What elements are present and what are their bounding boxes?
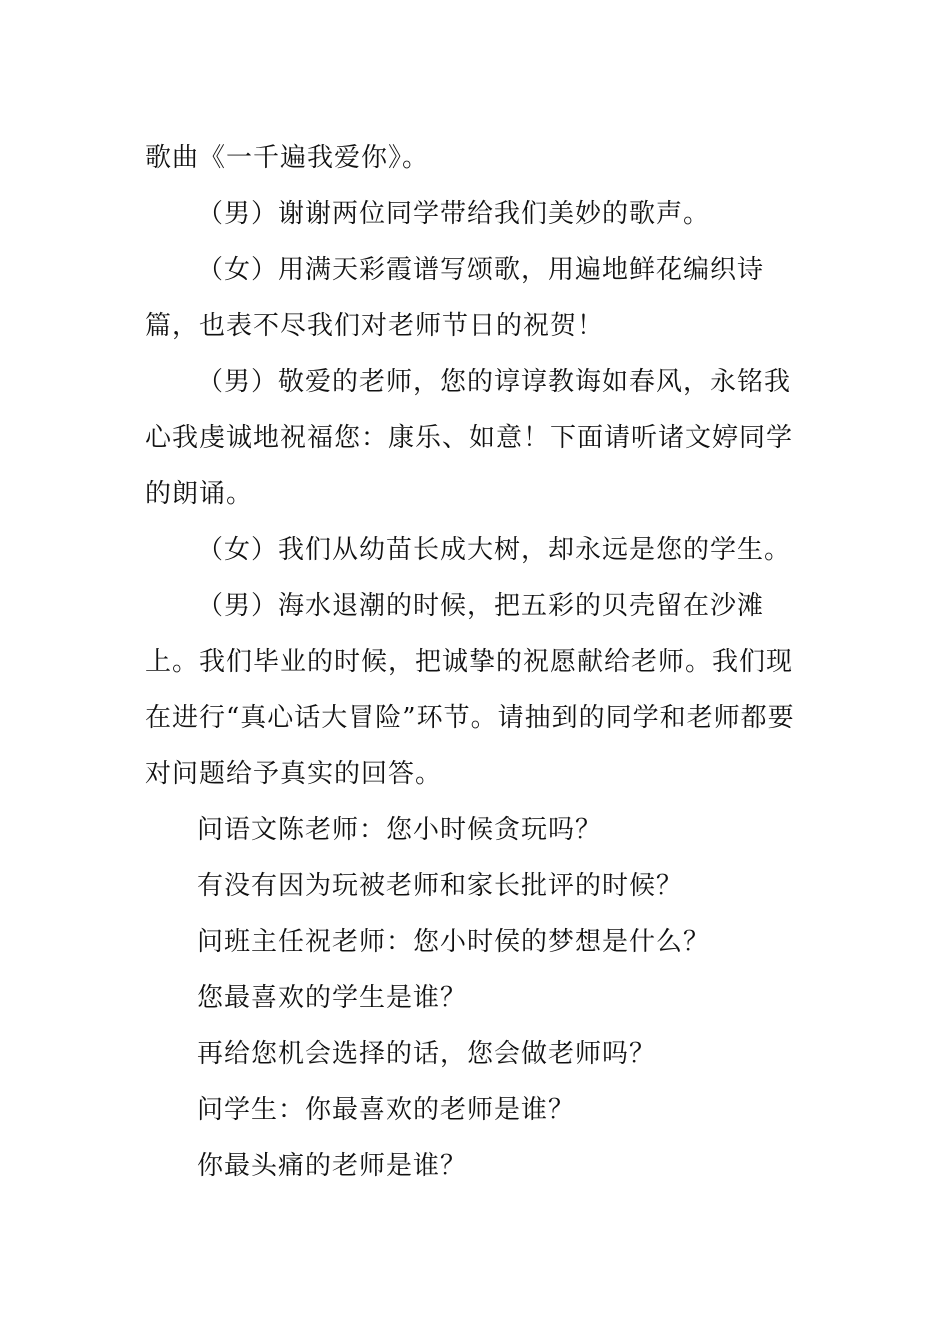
question-item: 问班主任祝老师：您小时侯的梦想是什么？ (197, 927, 711, 957)
question-item: 问语文陈老师：您小时候贪玩吗？ (197, 815, 603, 845)
document-body (145, 130, 810, 1194)
paragraph-female-praise: （女）用满天彩霞谱写颂歌，用遍地鲜花编织诗篇，也表不尽我们对老师节日的祝贺！ (145, 255, 765, 341)
paragraph-male-blessing: （男）敬爱的老师，您的谆谆教诲如春风，永铭我心我虔诚地祝福您：康乐、如意！下面请听诸文婷同学的朗诵。 (145, 367, 794, 509)
question-item: 问学生：你最喜欢的老师是谁？ (197, 1095, 576, 1125)
paragraph-female-student: （女）我们从幼苗长成大树，却永远是您的学生。 (197, 535, 792, 565)
paragraph-song-title: 歌曲《一千遍我爱你》。 (145, 143, 430, 173)
paragraph-male-game-intro: （男）海水退潮的时候，把五彩的贝壳留在沙滩上。我们毕业的时候，把诚挚的祝愿献给老师。我们现在进行“真心话大冒险”环节。请抽到的同学和老师都要对问题给予真实的回答。 (145, 591, 795, 789)
question-item: 您最喜欢的学生是谁？ (197, 983, 468, 1013)
question-item: 你最头痛的老师是谁？ (197, 1151, 468, 1181)
question-item: 再给您机会选择的话，您会做老师吗？ (197, 1039, 657, 1069)
paragraph-male-thanks: （男）谢谢两位同学带给我们美妙的歌声。 (197, 199, 711, 229)
question-item: 有没有因为玩被老师和家长批评的时候？ (197, 871, 684, 901)
